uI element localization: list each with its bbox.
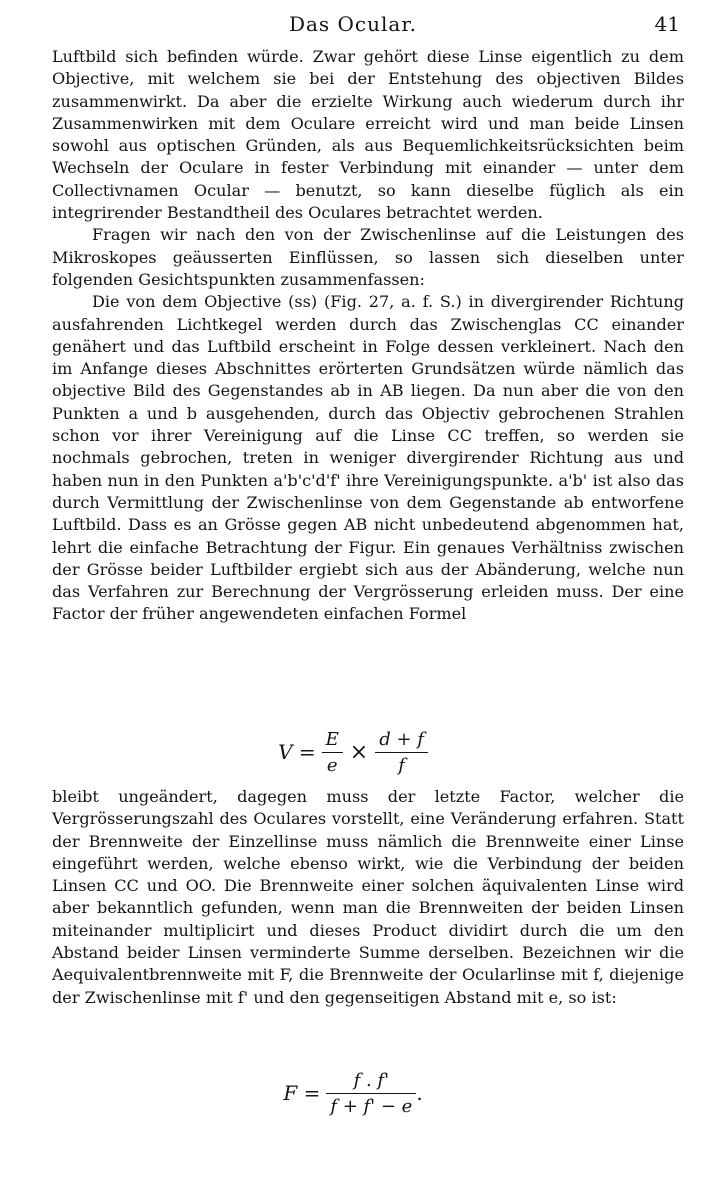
fraction-denominator: e xyxy=(326,754,338,776)
fraction-numerator: E xyxy=(325,728,339,750)
fraction-bar xyxy=(322,752,343,753)
fraction-e xyxy=(322,729,343,776)
formula-lhs: F = xyxy=(283,1081,321,1105)
fraction-bar xyxy=(326,1093,416,1094)
fraction-bar xyxy=(375,752,428,753)
paragraph-2: Fragen wir nach den von der Zwischenlinse auf die Leistungen des Mikroskopes geäusserten Einflüssen, so lassen sich dieselben unter folgenden Gesichtspunkten zusammenfassen: xyxy=(52,225,684,289)
fraction-numerator: d + f xyxy=(379,728,424,750)
fraction-focal xyxy=(326,1070,416,1117)
equivalent-focal-length-formula xyxy=(0,1062,706,1124)
magnification-formula xyxy=(0,720,706,784)
fraction-numerator: f . f' xyxy=(353,1069,390,1091)
paragraph-4: bleibt ungeändert, dagegen muss der letzte Factor, welcher die Vergrösserungszahl des Oculares vorstellt, eine Veränderung erfahren. Statt der Brennweite der Einzellinse muss nämlich die Brennweite einer Linse eingeführt werden, welche ebenso wirkt, wie die Verbindung der beiden Linsen CC und OO. Die Brennweite einer solchen äquivalenten Linse wird aber bekanntlich gefunden, wenn man die Brennweiten der beiden Linsen miteinander multiplicirt und dieses Product dividirt durch die um den Abstand beider Linsen verminderte Summe derselben. Bezeichnen wir die Aequivalentbrennweite mit F, die Brennweite der Ocularlinse mit f, diejenige der Zwischenlinse mit f' und den gegenseitigen Abstand mit e, so ist: xyxy=(52,787,684,1007)
chapter-title: Das Ocular. xyxy=(288,12,418,36)
times-operator: × xyxy=(349,739,369,765)
fraction-denominator: f xyxy=(398,754,405,776)
paragraph-3: Die von dem Objective (ss) (Fig. 27, a. f. S.) in divergirender Richtung ausfahrenden Lichtkegel werden durch das Zwischenglas CC einander genähert und das Luftbild erscheint in Folge dessen verkleinert. Nach den im Anfange dieses Abschnittes erörterten Grundsätzen würde nämlich das objective Bild des Gegenstandes ab in AB liegen. Da nun aber die von den Punkten a und b ausgehenden, durch das Objectiv gebrochenen Strahlen schon vor ihrer Vereinigung auf die Linse CC treffen, so werden sie nochmals gebrochen, treten in weniger divergirender Richtung aus und haben nun in den Punkten a'b'c'd'f' ihre Vereinigungspunkte. a'b' ist also das durch Vermittlung der Zwischenlinse von dem Gegenstande ab entworfene Luftbild. Dass es an Grösse gegen AB nicht unbedeutend abgenommen hat, lehrt die einfache Betrachtung der Figur. Ein genaues Verhältniss zwischen der Grösse beider Luftbilder ergiebt sich aus der Abänderung, welche nun das Verfahren zur Berechnung der Vergrösserung erleiden muss. Der eine Factor der früher angewendeten einfachen Formel xyxy=(52,292,684,624)
formula-lhs: V = xyxy=(278,740,316,764)
paragraph-1: Luftbild sich befinden würde. Zwar gehört diese Linse eigentlich zu dem Objective, mit welchem sie bei der Entstehung des objectiven Bildes zusammenwirkt. Da aber die erzielte Wirkung auch wiederum durch ihr Zusammenwirken mit dem Oculare erreicht wird und man beide Linsen sowohl aus optischen Gründen, als aus Bequemlichkeitsrücksichten beim Wechseln der Oculare in fester Verbindung mit einander — unter dem Collectivnamen Ocular — benutzt, so kann dieselbe füglich als ein integrirender Bestandtheil des Oculares betrachtet werden. xyxy=(52,47,684,223)
running-head xyxy=(0,12,706,42)
body-text-lower xyxy=(52,786,684,1009)
page-number: 41 xyxy=(654,12,680,36)
fraction-denominator: f + f' − e xyxy=(330,1095,413,1117)
body-text-upper xyxy=(52,46,684,626)
formula-period: . xyxy=(416,1081,423,1105)
fraction-d-f xyxy=(375,729,428,776)
